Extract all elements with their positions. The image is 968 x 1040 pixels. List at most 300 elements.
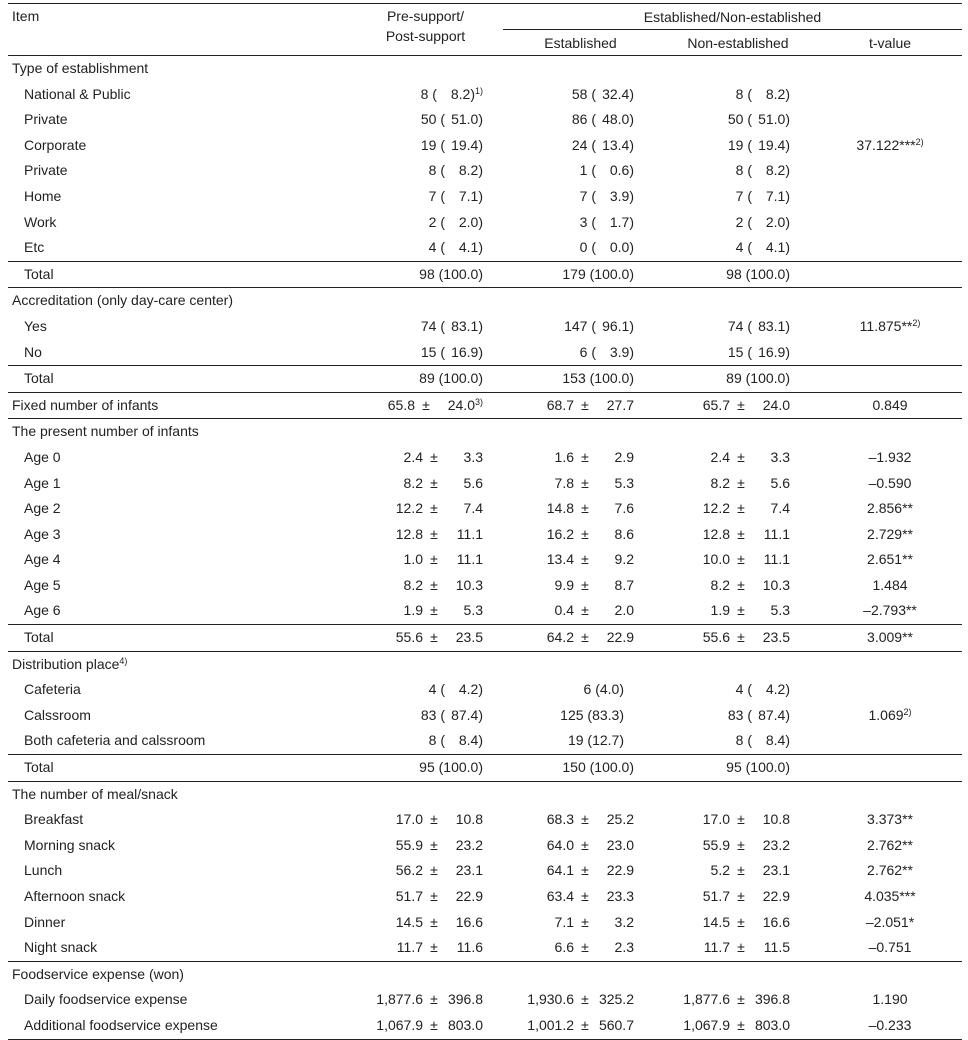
pre-post-sd: 23.1 xyxy=(455,862,483,879)
header-group: Established/Non-established xyxy=(503,4,962,30)
t-value: 2.856** xyxy=(867,500,913,517)
non-established-cell: 50 ( 51.0) xyxy=(658,107,818,133)
section-title-text: The number of meal/snack xyxy=(12,785,178,802)
row-label: Work xyxy=(24,213,57,230)
section-title-row xyxy=(8,781,962,807)
pre-post-sd: 7.4 xyxy=(463,500,483,517)
pre-post-cell: 8.2 ± 5.6 xyxy=(348,471,503,497)
established-mean: 64.1 xyxy=(546,862,574,879)
non-established-percent: 7.1) xyxy=(765,187,790,204)
established-count: 147 xyxy=(564,317,588,334)
pre-post-cell: 7 (7.1) xyxy=(348,184,503,210)
row-label: Age 3 xyxy=(24,525,61,542)
non-established-count: 50 xyxy=(727,111,744,128)
non-established-count: 7 xyxy=(735,187,744,204)
established-cell: 6.6 ± 2.3 xyxy=(503,935,658,961)
pre-post-cell: 56.2 ± 23.1 xyxy=(348,858,503,884)
table-row xyxy=(8,184,962,210)
t-value-cell xyxy=(818,261,962,288)
pre-post-mean: 65.8 xyxy=(387,396,415,413)
non-established-percent: 4.2) xyxy=(765,681,790,698)
non-established-sd: 22.9 xyxy=(762,888,790,904)
pre-post-count: 15 xyxy=(420,343,437,360)
pre-post-cell: 2.4 ± 3.3 xyxy=(348,445,503,471)
non-established-mean: 2.4 xyxy=(710,448,730,465)
t-value: –1.932 xyxy=(868,448,912,465)
t-value-cell xyxy=(818,496,962,522)
non-established-total: 55.6 ± 23.5 xyxy=(658,625,818,652)
non-established-mean: 11.7 xyxy=(703,939,730,956)
pre-post-cell: 8 $(8.2)^{1)}$ xyxy=(348,82,503,108)
row-label: Breakfast xyxy=(24,811,84,828)
row-label: Lunch xyxy=(24,862,63,879)
established-cell: 13.4 ± 9.2 xyxy=(503,547,658,573)
t-value: 1.190 xyxy=(872,991,908,1008)
pre-post-mean: 1,067.9 xyxy=(376,1016,423,1033)
pre-post-count: 83 xyxy=(420,706,437,723)
t-value-cell xyxy=(818,392,962,419)
row-label: Private xyxy=(24,111,68,128)
total-row xyxy=(8,625,962,652)
t-value-cell xyxy=(818,235,962,261)
pre-post-cell: 4 (4.2) xyxy=(348,677,503,703)
total-label: Total xyxy=(8,366,348,393)
non-established-sd: 10.3 xyxy=(762,576,790,593)
data-table xyxy=(8,3,962,1040)
section-title-text: Foodservice expense (won) xyxy=(12,965,184,982)
non-established-percent: 8.2) xyxy=(765,162,790,179)
pre-post-sd: 5.6 xyxy=(463,474,483,491)
non-established-cell: 7 (7.1) xyxy=(658,184,818,210)
t-value-cell xyxy=(818,366,962,393)
row-label: Corporate xyxy=(24,136,87,153)
header-item: Item xyxy=(8,4,348,56)
established-mean: 1,001.2 xyxy=(527,1016,574,1033)
non-established-count: 8 xyxy=(735,732,744,749)
table-row xyxy=(8,807,962,833)
row-label: Additional foodservice expense xyxy=(8,1013,348,1039)
pre-post-sd: 23.2 xyxy=(455,836,483,853)
pre-post-mean: 1,877.6 xyxy=(376,991,423,1008)
t-value: 2.729** xyxy=(867,525,913,542)
non-established-percent: 16.9) xyxy=(758,343,790,360)
pre-post-cell: 1,877.6 ± 396.8 xyxy=(348,987,503,1013)
pre-post-percent: 4.1) xyxy=(458,239,483,256)
pre-post-mean: 11.7 xyxy=(396,939,423,956)
row-label: No xyxy=(24,343,42,360)
section-title-text: Distribution place xyxy=(12,655,120,672)
established-sd: 8.6 xyxy=(614,525,634,542)
non-established-total: 89 (100.0) xyxy=(658,366,818,393)
non-established-mean: 1,877.6 xyxy=(683,991,730,1008)
non-established-cell: 8 (8.2) xyxy=(658,82,818,108)
section-title-footnote: 4) xyxy=(119,655,128,666)
non-established-cell: 65.7 ± 24.0 xyxy=(658,392,818,419)
non-established-mean: 55.9 xyxy=(702,836,730,853)
established-cell: 1,930.6 ± 325.2 xyxy=(503,987,658,1013)
established-mean: 68.3 xyxy=(546,811,574,828)
non-established-mean: 17.0 xyxy=(702,811,730,828)
non-established-mean: 14.5 xyxy=(702,913,730,930)
table-row xyxy=(8,987,962,1013)
non-established-total: 95 (100.0) xyxy=(658,755,818,782)
pre-post-cell: 55.9 ± 23.2 xyxy=(348,833,503,859)
section-title-row xyxy=(8,961,962,987)
established-count: 3 xyxy=(579,213,588,230)
pre-post-cell: 2 (2.0) xyxy=(348,210,503,236)
established-percent: 1.7) xyxy=(609,213,634,230)
established-cell: 147 ( 96.1) xyxy=(503,314,658,340)
pre-post-cell: 4 (4.1) xyxy=(348,235,503,261)
established-count: 58 xyxy=(571,85,588,102)
t-value-cell xyxy=(818,184,962,210)
pre-post-sd: 10.8 xyxy=(455,811,483,828)
pre-post-count: 4 xyxy=(428,239,437,256)
t-value-cell xyxy=(818,547,962,573)
pre-post-sd: 11.6 xyxy=(456,939,483,956)
row-label: Calssroom xyxy=(24,706,91,723)
t-value-cell xyxy=(818,858,962,884)
pre-post-cell: 1.0 ± 11.1 xyxy=(348,547,503,573)
t-value-cell xyxy=(818,445,962,471)
t-value: 0.849 xyxy=(872,396,908,413)
table-row xyxy=(8,1013,962,1039)
table-row xyxy=(8,833,962,859)
established-cell: 24 ( 13.4) xyxy=(503,133,658,159)
established-total-mean: 64.2 xyxy=(546,629,574,646)
non-established-cell: 11.7 ± 11.5 xyxy=(658,935,818,961)
non-established-percent: 19.4) xyxy=(758,136,790,153)
t-value: 2.651** xyxy=(867,551,913,568)
non-established-cell: 19 ( 19.4) xyxy=(658,133,818,159)
table-header xyxy=(8,4,962,56)
established-percent: 0.6) xyxy=(609,162,634,179)
pre-post-percent: 83.1) xyxy=(451,317,483,334)
established-sd: 23.0 xyxy=(606,836,634,853)
t-value: 3.009** xyxy=(867,629,913,646)
non-established-count: 15 xyxy=(727,343,744,360)
pre-post-cell: 51.7 ± 22.9 xyxy=(348,884,503,910)
pre-post-sd: 803.0 xyxy=(447,1016,483,1033)
non-established-sd: 10.8 xyxy=(762,811,790,828)
table-row xyxy=(8,703,962,729)
pre-post-count: 2 xyxy=(428,213,437,230)
pre-post-cell: 50 ( 51.0) xyxy=(348,107,503,133)
established-cell: 7 (3.9) xyxy=(503,184,658,210)
established-mean: 64.0 xyxy=(546,836,574,853)
established-mean: 6.6 xyxy=(554,939,574,956)
non-established-cell: 17.0 ± 10.8 xyxy=(658,807,818,833)
t-value-cell xyxy=(818,598,962,624)
pre-post-mean: 55.9 xyxy=(395,836,423,853)
established-total: 179 (100.0) xyxy=(503,261,658,288)
total-row xyxy=(8,755,962,782)
pre-post-cell: 8.2 ± 10.3 xyxy=(348,573,503,599)
established-count: 6 xyxy=(579,343,588,360)
t-value-cell xyxy=(818,107,962,133)
row-label: Yes xyxy=(24,317,47,334)
table-row xyxy=(8,522,962,548)
established-total: 64.2 ± 22.9 xyxy=(503,625,658,652)
established-count: 86 xyxy=(571,111,588,128)
t-value-cell xyxy=(818,755,962,782)
t-value-cell xyxy=(818,625,962,652)
pre-post-cell: 74 ( 83.1) xyxy=(348,314,503,340)
established-cell: 3 (1.7) xyxy=(503,210,658,236)
row-label: Night snack xyxy=(24,939,98,956)
total-row xyxy=(8,366,962,393)
non-established-cell: 1,067.9 ± 803.0 xyxy=(658,1013,818,1039)
t-value-cell xyxy=(818,833,962,859)
non-established-cell: 8.2 ± 5.6 xyxy=(658,471,818,497)
non-established-percent: 2.0) xyxy=(765,213,790,230)
non-established-cell: 15 ( 16.9) xyxy=(658,340,818,366)
pre-post-total: 98 (100.0) xyxy=(348,261,503,288)
row-label: Dinner xyxy=(24,913,66,930)
t-value-cell xyxy=(818,314,962,340)
non-established-cell: 14.5 ± 16.6 xyxy=(658,910,818,936)
header-established: Established xyxy=(544,34,617,51)
t-value-cell xyxy=(818,677,962,703)
non-established-cell: 8 (8.4) xyxy=(658,728,818,754)
pre-post-sd: 22.9 xyxy=(455,888,483,904)
pre-post-footnote: 3) xyxy=(474,396,483,407)
pre-post-cell: 15 ( 16.9) xyxy=(348,340,503,366)
non-established-cell: 2 (2.0) xyxy=(658,210,818,236)
section-title-row xyxy=(8,56,962,82)
pre-post-total-sd: 23.5 xyxy=(455,629,483,646)
pre-post-percent: 51.0) xyxy=(451,111,483,128)
non-established-cell: 4 (4.2) xyxy=(658,677,818,703)
table-row xyxy=(8,235,962,261)
t-value-cell xyxy=(818,703,962,729)
pre-post-total-mean: 55.6 xyxy=(395,629,423,646)
established-sd: 22.9 xyxy=(606,862,634,879)
established-percent: 13.4) xyxy=(602,136,634,153)
t-value-cell xyxy=(818,340,962,366)
table-row xyxy=(8,210,962,236)
row-label: Morning snack xyxy=(24,836,116,853)
pre-post-mean: 8.2 xyxy=(403,474,423,491)
total-row xyxy=(8,261,962,288)
pre-post-sd: 11.1 xyxy=(456,525,483,542)
established-total-sd: 22.9 xyxy=(606,629,634,646)
non-established-mean: 1,067.9 xyxy=(683,1016,730,1033)
table-row xyxy=(8,728,962,754)
pre-post-cell: $65.8 \pm 24.0^{3)}$ xyxy=(348,392,503,419)
established-cell: 1.6 ± 2.9 xyxy=(503,445,658,471)
row-label: Afternoon snack xyxy=(24,888,126,904)
established-count: 1 xyxy=(579,162,588,179)
established-cell: 86 ( 48.0) xyxy=(503,107,658,133)
t-value: 11.875** xyxy=(859,317,913,334)
section-title xyxy=(8,781,962,807)
t-value-footnote: 2) xyxy=(903,706,912,717)
t-value-cell xyxy=(818,910,962,936)
non-established-cell: 2.4 ± 3.3 xyxy=(658,445,818,471)
established-sd: 5.3 xyxy=(614,474,634,491)
non-established-sd: 11.1 xyxy=(763,525,790,542)
established-sd: 25.2 xyxy=(606,811,634,828)
established-cell: 14.8 ± 7.6 xyxy=(503,496,658,522)
established-cell: 63.4 ± 23.3 xyxy=(503,884,658,910)
non-established-sd: 5.3 xyxy=(770,602,790,619)
row-label: Age 6 xyxy=(24,602,61,619)
non-established-cell: 4 (4.1) xyxy=(658,235,818,261)
established-mean: 9.9 xyxy=(554,576,574,593)
pre-post-count: 8 xyxy=(420,85,429,102)
non-established-sd: 16.6 xyxy=(762,913,790,930)
pre-post-total: 95 (100.0) xyxy=(348,755,503,782)
non-established-sd: 396.8 xyxy=(754,991,790,1008)
total-label: Total xyxy=(8,755,348,782)
established-count: 0 xyxy=(579,239,588,256)
header-non-established: Non-established xyxy=(687,34,789,51)
non-established-mean: 12.2 xyxy=(702,500,730,517)
section-title-row xyxy=(8,651,962,677)
non-established-sd: 3.3 xyxy=(770,448,790,465)
non-established-total-sd: 23.5 xyxy=(762,629,790,646)
row-label: Age 5 xyxy=(24,576,61,593)
established-count: 7 xyxy=(579,187,588,204)
established-percent: 3.9) xyxy=(609,343,634,360)
pre-post-mean: 56.2 xyxy=(395,862,423,879)
t-value-cell xyxy=(818,158,962,184)
table-row xyxy=(8,82,962,108)
non-established-mean: 5.2 xyxy=(710,862,730,879)
non-established-percent: 87.4) xyxy=(758,706,790,723)
pre-post-sd: 5.3 xyxy=(463,602,483,619)
established-mean: 14.8 xyxy=(546,500,574,517)
t-value-cell xyxy=(818,522,962,548)
established-cell: 64.1 ± 22.9 xyxy=(503,858,658,884)
established-total: 150 (100.0) xyxy=(503,755,658,782)
t-value-cell xyxy=(818,728,962,754)
table-row xyxy=(8,935,962,961)
established-percent: 96.1) xyxy=(602,317,634,334)
pre-post-percent: 19.4) xyxy=(451,136,483,153)
established-percent: 32.4) xyxy=(602,85,634,102)
established-cell: 6 (4.0) xyxy=(583,681,624,698)
non-established-count: 4 xyxy=(735,681,744,698)
established-sd: 2.0 xyxy=(614,602,634,619)
t-value-cell xyxy=(818,807,962,833)
established-cell: 7.1 ± 3.2 xyxy=(503,910,658,936)
table-row xyxy=(8,158,962,184)
t-value: –0.751 xyxy=(868,939,912,956)
t-value: 1.484 xyxy=(872,576,908,593)
pre-post-cell: 11.7 ± 11.6 xyxy=(348,935,503,961)
pre-post-sd: 16.6 xyxy=(455,913,483,930)
table-row xyxy=(8,496,962,522)
non-established-count: 74 xyxy=(727,317,744,334)
t-value-cell xyxy=(818,1013,962,1039)
established-sd: 9.2 xyxy=(614,551,634,568)
section-title xyxy=(8,961,962,987)
non-established-sd: 11.5 xyxy=(763,939,790,956)
row-label: Age 0 xyxy=(24,448,61,465)
established-mean: 7.8 xyxy=(554,474,574,491)
pre-post-mean: 2.4 xyxy=(403,448,423,465)
t-value-cell xyxy=(818,935,962,961)
pre-post-sd: 396.8 xyxy=(447,991,483,1008)
established-mean: 16.2 xyxy=(546,525,574,542)
established-cell: 125 (83.3) xyxy=(560,706,624,723)
established-sd: 2.3 xyxy=(614,939,634,956)
established-percent: 48.0) xyxy=(602,111,634,128)
table-row xyxy=(8,471,962,497)
established-cell: 58 ( 32.4) xyxy=(503,82,658,108)
section-title-text: Type of establishment xyxy=(12,60,149,76)
non-established-mean: 8.2 xyxy=(710,576,730,593)
non-established-count: 8 xyxy=(735,162,744,179)
pre-post-total: 89 (100.0) xyxy=(348,366,503,393)
non-established-cell: 10.0 ± 11.1 xyxy=(658,547,818,573)
header-pre-post-line2: Post-support xyxy=(385,28,466,44)
pre-post-mean: 17.0 xyxy=(395,811,423,828)
established-sd: 23.3 xyxy=(606,888,634,904)
header-pre-post xyxy=(348,4,503,56)
t-value-cell xyxy=(818,471,962,497)
pre-post-total: 55.6 ± 23.5 xyxy=(348,625,503,652)
non-established-sd: 5.6 xyxy=(770,474,790,491)
pre-post-sd: 3.3 xyxy=(463,448,483,465)
table-row xyxy=(8,677,962,703)
t-value: 2.762** xyxy=(867,836,913,853)
established-mean: 13.4 xyxy=(546,551,574,568)
non-established-cell: 83 ( 87.4) xyxy=(658,703,818,729)
table-row xyxy=(8,858,962,884)
established-cell: 16.2 ± 8.6 xyxy=(503,522,658,548)
t-value: –0.233 xyxy=(868,1016,912,1033)
row-label: Age 1 xyxy=(24,474,61,491)
t-value: –2.051* xyxy=(865,913,915,930)
non-established-count: 83 xyxy=(727,706,744,723)
established-cell: 64.0 ± 23.0 xyxy=(503,833,658,859)
non-established-mean: 1.9 xyxy=(710,602,730,619)
header-t-value: t-value xyxy=(869,34,912,51)
pre-post-cell: 1.9 ± 5.3 xyxy=(348,598,503,624)
t-value: 4.035*** xyxy=(864,888,916,904)
table-row xyxy=(8,910,962,936)
established-sd: 560.7 xyxy=(598,1016,634,1033)
non-established-cell: 12.2 ± 7.4 xyxy=(658,496,818,522)
established-count: 24 xyxy=(571,136,588,153)
pre-post-footnote: 1) xyxy=(474,85,483,96)
established-sd: 8.7 xyxy=(614,576,634,593)
row-label: Fixed number of infants xyxy=(8,392,348,419)
established-sd: 2.9 xyxy=(614,448,634,465)
total-label: Total xyxy=(8,625,348,652)
non-established-cell: 1.9 ± 5.3 xyxy=(658,598,818,624)
pre-post-mean: 12.8 xyxy=(395,525,423,542)
pre-post-sd: 10.3 xyxy=(455,576,483,593)
pre-post-percent: 16.9) xyxy=(451,343,483,360)
pre-post-percent: 87.4) xyxy=(451,706,483,723)
table-body xyxy=(8,56,962,1040)
table-row xyxy=(8,340,962,366)
non-established-percent: 8.2) xyxy=(765,85,790,102)
non-established-sd: 23.1 xyxy=(762,862,790,879)
pre-post-mean: 51.7 xyxy=(395,888,423,904)
table-row xyxy=(8,445,962,471)
pre-post-cell: 12.8 ± 11.1 xyxy=(348,522,503,548)
t-value: –0.590 xyxy=(868,474,912,491)
table-row xyxy=(8,573,962,599)
non-established-mean: 10.0 xyxy=(702,551,730,568)
established-percent: 0.0) xyxy=(609,239,634,256)
non-established-cell: 1,877.6 ± 396.8 xyxy=(658,987,818,1013)
